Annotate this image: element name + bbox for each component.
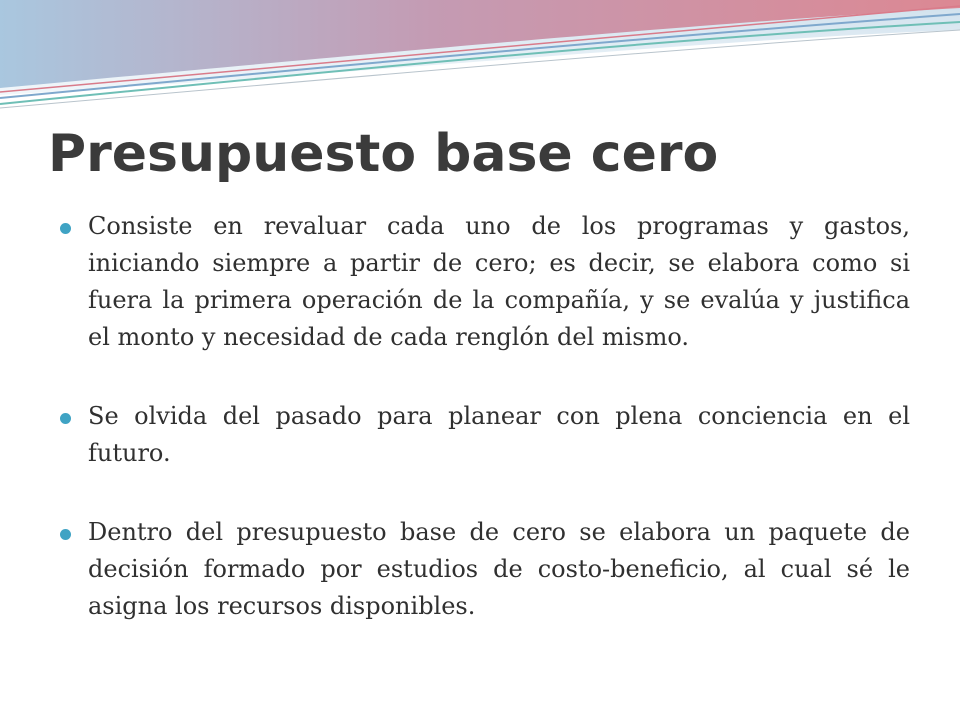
- bullet-list: [58, 208, 910, 667]
- header-wave-decoration: [0, 0, 960, 120]
- slide-title: Presupuesto base cero: [48, 124, 719, 184]
- bullet-dot-icon: [60, 529, 71, 540]
- bullet-text: Se olvida del pasado para planear con plena conciencia en el futuro.: [88, 402, 910, 467]
- bullet-item: [58, 208, 910, 356]
- bullet-text: Consiste en revaluar cada uno de los programas y gastos, iniciando siempre a partir de cero; es decir, se elabora como si fuera la primera operación de la compañía, y se evalúa y justifica el monto y necesidad de cada renglón del mismo.: [88, 212, 910, 351]
- bullet-item: [58, 398, 910, 472]
- bullet-dot-icon: [60, 223, 71, 234]
- bullet-text: Dentro del presupuesto base de cero se elabora un paquete de decisión formado por estudios de costo-beneficio, al cual sé le asigna los recursos disponibles.: [88, 518, 910, 620]
- bullet-item: [58, 514, 910, 625]
- bullet-dot-icon: [60, 413, 71, 424]
